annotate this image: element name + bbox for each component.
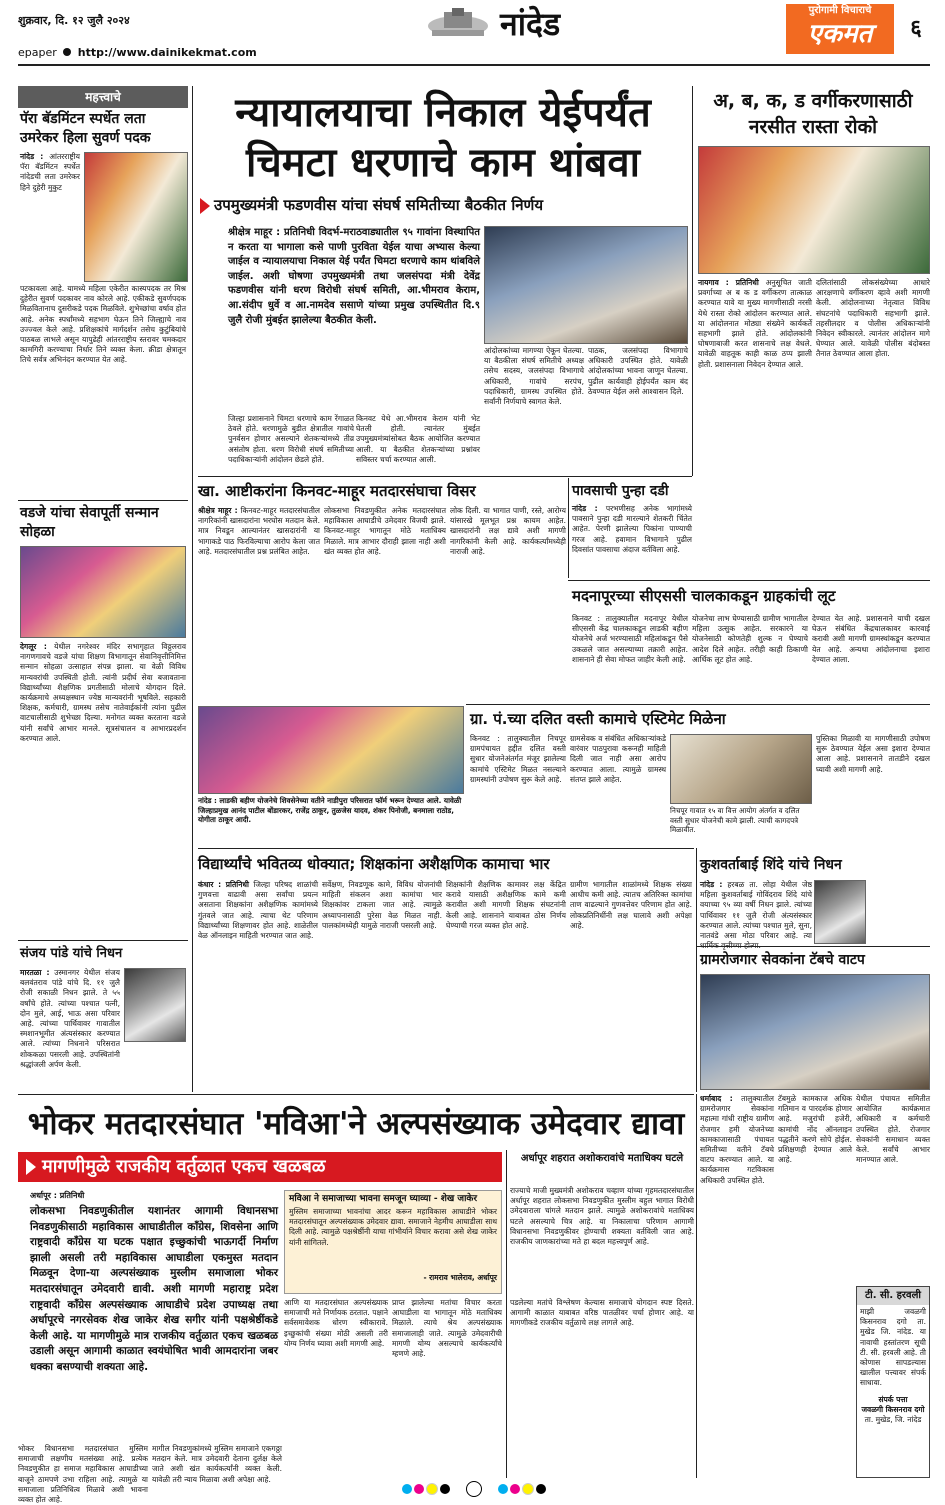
website-link[interactable]: http://www.dainikekmat.com — [77, 46, 257, 59]
lead-col2: किनवट येथे आ.भीमराव केराम यांनी भेट घेतली होती. त्यानंतर मुंबईत उपमुख्यमंत्र्यांसोबत बैठक आयोजित करण्यात आली. या बैठकीत शेतकऱ्यांच्या प्रश्नांवर सविस्तर चर्चा करण्यात आली. — [356, 414, 480, 464]
bhokar-headline: भोकर मतदारसंघात 'मविआ'ने अल्पसंख्याक उमेदवार द्यावा — [27, 1106, 685, 1142]
ardhapur-body: राज्याचे माजी मुख्यमंत्री अशोकराव चव्हाण यांच्या गृहमतदारसंघातील अर्धापूर शहरात लोकसभा निवडणुकीत मुस्लीम बहुल भागात विरोधी उमेदवाराला चांगले मतदान झाले. त्यामुळे अशोकरावांचे मताधिक्य घटले असल्याचे चित्र आहे. या निकालाचा परिणाम आगामी विधानसभा निवडणुकीवर होण्याची शक्यता वर्तविली जात आहे. राजकीय जाणकारांच्या मते हा बदल महत्त्वपूर्ण आहे. — [510, 1186, 694, 1247]
kushavarta-body-left — [700, 880, 812, 944]
tab-headline: ग्रामरोजगार सेवकांना टॅबचे वाटप — [700, 952, 865, 968]
page-number: ६ — [910, 16, 922, 41]
story-vadje-body — [20, 642, 186, 938]
csc-col3: देण्यात येत आहे. प्रशासनाने याची दखल घेऊन संबंधित केंद्रचालकावर कारवाई करावी अशी मागणी ग्रामस्थांकडून करण्यात येत आहे. अन्यथा आंदोलनाचा इशारा देण्यात आला. — [812, 614, 930, 664]
edition-emblem-icon — [422, 6, 494, 42]
dalit-col3: पुस्तिका मिळावी या मागणीसाठी उपोषण सुरू ठेवण्यात येईल असा इशारा देण्यात आला आहे. प्रशासनाने तातडीने दखल घ्यावी अशी मागणी आहे. — [816, 734, 930, 774]
divider — [18, 500, 188, 501]
masthead-rule — [18, 64, 930, 66]
story-badminton-side-text: आंतरराष्ट्रीय पॅरा बॅडमिंटन स्पर्धेत नांदेडची लता उमरेकर हिने दुहेरी मुकुट — [20, 152, 80, 192]
roko-body-left — [698, 278, 812, 628]
registration-circle-icon — [498, 1484, 508, 1494]
education-col3: शिक्षकांनी शैक्षणिक कामावर लक्ष केंद्रित करावे यासाठी अशैक्षणिक कामे कमी करावीत अशी मागणी शिक्षक संघटनांनी केली आहे. शासनाने याबाबत ठोस निर्णय घेण्याची गरज व्यक्त होत आहे. — [446, 880, 566, 930]
section-rule — [18, 1094, 694, 1095]
bhokar-box-headline: मविआ ने समाजाच्या भावना समजून घ्याव्या - शेख जाकेर — [289, 1194, 478, 1204]
education-col1-text: जिल्हा परिषद शाळांची गुणवत्ता वाढावी असा सर्वांचा प्रयत्न असताना शिक्षकांना अशैक्षणिक कामांमध्ये गुंतवले जात आहे. त्याचा थेट परिणाम विद्यार्थ्यांच्या शिक्षणावर होत आहे. शाळेतील वेळ ऑनलाइन माहिती भरण्यात जात आहे. — [198, 880, 319, 941]
dalit-col1: किनवट : तालुक्यातील निचपूर ग्रामपंचायत हद्दीत दलित वस्ती सुधार योजनेअंतर्गत मंजूर झालेल्या कामांचे एस्टिमेट मिळत नसल्याने ग्रामस्थांनी उपोषण सुरू केले आहे. — [470, 734, 566, 784]
roko-text-left: अनुसूचित जाती प्रवर्गाच्या अ ब क ड वर्गीकरण तात्काळ करण्यात यावे या मुख्य मागणीसाठी नरसी येथे रास्ता रोको आंदोलन करण्यात आले. या आंदोलनात मोठ्या संख्येने कार्यकर्ते सहभागी झाले होते. आंदोलकांनी घोषणाबाजी करत शासनाचे लक्ष वेधले. यावेळी वाहतूक काही काळ ठप्प झाली होती. प्रशासनाला निवेदन देण्यात आले. — [698, 278, 812, 369]
epaper-label: epaper — [18, 46, 57, 59]
kinwat-col2: लोकसभा निवडणुकीत अनेक मतदारसंघात महाविकास आघाडीचे उमेदवार विजयी झाले. किनवट-माहूर भागातून मोठे मताधिक्य मिळाले. मात्र आभार दौराही झाला नाही अशी खंत व्यक्त होत आहे. — [324, 506, 446, 556]
roko-photo — [698, 146, 930, 274]
tab-photo — [700, 974, 930, 1090]
bhokar-col3: आणि या मतदारसंघात अल्पसंख्याक समाजाची मते निर्णायक ठरतात. पक्षाने सर्वसमावेशक धोरण स्वीकारावे. इच्छुकांची संख्या मोठी असली तरी योग्य निर्णय घ्यावा अशी मागणी आहे. — [284, 1298, 388, 1348]
education-col4: ग्रामीण भागातील शाळांमध्ये शिक्षक संख्या आधीच कमी आहे. त्यातच अतिरिक्त कामांचा ताण वाढल्याने गुणवत्तेवर परिणाम होत आहे. लोकप्रतिनिधींनी लक्ष घालावे अशी अपेक्षा आहे. — [570, 880, 692, 930]
education-col1 — [198, 880, 318, 1092]
section-rule — [198, 848, 694, 849]
lead-col4: पाठक, जलसंपदा विभागाचे अधिकारी उपस्थित होते. यावेळी आंदोलकांच्या भावना जाणून घेतल्या. पुढील कार्यवाही होईपर्यंत काम बंद ठेवण्यात येईल असे आश्वासन दिले. — [588, 346, 688, 396]
lead-subhead-text: उपमुख्यमंत्री फडणवीस यांचा संघर्ष समितीच्या बैठकीत निर्णय — [214, 196, 544, 214]
story-pande-headline: संजय पांडे यांचे निधन — [20, 946, 123, 961]
harvali-body: माझी जवळगी किसनराव दगो ता. मुखेड जि. नांदेड. या नावाची हस्तांतरण सूची टी. सी. हरवली आहे. ती कोणास सापडल्यास खालील पत्त्यावर संपर्क साधावा. — [860, 1307, 926, 1388]
lead-headline-2: चिमटा धरणाचे काम थांबवा — [246, 140, 640, 186]
rain-dateline: नांदेड : — [572, 504, 598, 513]
story-pande-text: उस्मानगर येथील संजय बलवंतराव पांडे यांचे दि. ११ जुलै रोजी सकाळी निधन झाले. ते ५५ वर्षांचे होते. त्यांच्या पश्चात पत्नी, दोन मुले, आई, भाऊ असा परिवार आहे. त्यांच्या पार्थिवावर गावातील स्मशानभूमीत अंत्यसंस्कार करण्यात आले. त्यांच्या निधनाने परिसरात शोककळा पसरली आहे. उपस्थितांनी श्रद्धांजली अर्पण केली. — [20, 968, 120, 1069]
csc-col1: किनवट : तालुक्यातील मदनापूर येथील सीएससी केंद्र चालकाकडून लाडकी बहीण योजनेचे अर्ज भरण्यासाठी महिलांकडून पैसे उकळले जात असल्याच्या तक्रारी आहेत. शासनाने ही सेवा मोफत जाहीर केली आहे. — [572, 614, 688, 664]
kushavarta-dateline: नांदेड : — [700, 880, 723, 889]
registration-circle-icon — [414, 1484, 424, 1494]
story-vadje-text: येथील नगरेश्वर मंदिर सभागृहात विठ्ठलराव नागणगावचे वडजे यांचा शिक्षण विभागातून सेवानिवृत्तीनिमित्त सन्मान सोहळा उत्साहात संपन्न झाला. या वेळी विविध मान्यवरांची उपस्थिती होती. त्यांनी प्रदीर्घ सेवा बजावताना विद्यार्थ्यांच्या शैक्षणिक प्रगतीसाठी मोलाचे योगदान दिले. कार्यक्रमाचे अध्यक्षस्थान ज्येष्ठ मान्यवरांनी भूषविले. सहकारी शिक्षक, कर्मचारी, ग्रामस्थ तसेच नातेवाईकांनी त्यांना पुढील वाटचालीसाठी शुभेच्छा दिल्या. मनोगत व्यक्त करताना वडजे यांनी सर्वांचे आभार मानले. सूत्रसंचालन व आभारप्रदर्शन करण्यात आले. — [20, 642, 187, 743]
lead-meeting-photo — [484, 226, 688, 344]
column-rule — [192, 86, 193, 1092]
kinwat-col1-text: किनवट-माहूर मतदारसंघातील नागरिकांनी खासदारांना भरघोस मतदान केले. मात्र निवडून आल्यानंतर खासदारांनी या भागाकडे पाठ फिरविल्याचा आरोप केला जात आहे. मतदारसंघातील प्रश्न प्रलंबित आहेत. — [198, 506, 320, 556]
education-col2: सर्वेक्षण, निवडणूक कामे, विविध योजनांची माहिती संकलन अशा कामांचा भार शिक्षकांवर टाकला जात आहे. त्यामुळे अध्यापनासाठी पुरेसा वेळ मिळत नाही. पालकांमध्येही यामुळे नाराजी पसरली आहे. — [322, 880, 442, 930]
section-rule — [466, 704, 930, 705]
story-badminton-dateline: नांदेड : — [20, 152, 44, 161]
roko-body-right: दलितांसाठी लोकसंख्येच्या आधारे आरक्षणाचे वर्गीकरण व्हावे अशी मागणी केली. आंदोलनाच्या नेतृत्वात विविध संघटनांचे पदाधिकारी सहभागी झाले. तहसीलदार व पोलीस अधिकाऱ्यांनी निवेदन स्वीकारले. त्यानंतर आंदोलन मागे घेण्यात आले. यावेळी पोलीस बंदोबस्त तैनात ठेवण्यात आला होता. — [816, 278, 930, 359]
section-rule — [696, 946, 930, 947]
bhokar-subhead — [18, 1152, 502, 1182]
bhokar-col2: मागील निवडणुकांमध्ये मुस्लिम समाजाने एकगठ्ठा मतदान केले. मात्र उमेदवारी देताना दुर्लक्ष केले जाते अशी खंत कार्यकर्त्यांनी व्यक्त केली. यावेळी तरी न्याय मिळावा अशी अपेक्षा आहे. — [152, 1444, 282, 1484]
harvali-box — [856, 1286, 930, 1478]
epaper-bar — [18, 46, 278, 62]
column-rule — [696, 1094, 697, 1478]
bhokar-box-byline: - रामराव भालेराव, अर्धापूर — [423, 1273, 497, 1282]
brand-tagline: पुरोगामी विचाराचे — [808, 5, 872, 16]
dalit-caption: निचपूर गावात १५ वा वित्त आयोग अंतर्गत व दलित वस्ती सुधार योजनेची कामे झाली. त्याची कागदपत्रे मिळावीत. — [670, 806, 800, 834]
roko-headline-1: अ, ब, क, ड वर्गीकरणासाठी — [713, 90, 913, 112]
registration-marks — [18, 1482, 930, 1496]
lead-col3: आंदोलकांच्या मागण्या ऐकून घेतल्या. या बैठकीला संघर्ष समितीचे अध्यक्ष तसेच सदस्य, जलसंपदा विभागाचे अधिकारी, गावांचे सरपंच, पदाधिकारी, ग्रामस्थ उपस्थित होते. सर्वांनी निर्णयाचे स्वागत केले. — [484, 346, 584, 407]
story-pande-body — [20, 968, 120, 1088]
kushavarta-body-right — [870, 880, 930, 944]
registration-circle-icon — [402, 1484, 412, 1494]
pande-photo — [124, 968, 186, 1042]
harvali-contact-address: ता. मुखेड, जि. नांदेड — [864, 1415, 922, 1424]
badminton-photo — [84, 152, 188, 282]
kinwat-dateline: श्रीक्षेत्र माहूर : — [198, 506, 238, 515]
kinwat-col1 — [198, 506, 320, 704]
education-dateline: कंधार : प्रतिनिधी — [198, 880, 249, 889]
divider — [18, 940, 188, 941]
registration-circle-icon — [426, 1483, 438, 1495]
registration-cross-icon — [466, 1481, 482, 1497]
lead-headline-1: न्यायालयाचा निकाल येईपर्यंत — [235, 90, 651, 136]
bhokar-col5: पडलेल्या मतांचे विश्लेषण केल्यास समाजाचे योगदान स्पष्ट दिसते. आगामी काळात याबाबत वरिष्ठ पातळीवर चर्चा होणार आहे. या मागणीकडे राजकीय वर्तुळाचे लक्ष लागले आहे. — [510, 1298, 694, 1328]
link-icon — [63, 48, 71, 56]
education-headline: विद्यार्थ्यांचे भवितव्य धोक्यात; शिक्षकांना अशैक्षणिक कामाचा भार — [198, 855, 550, 873]
tab-col3: येथील पंचायत समितीत आयोजित कार्यक्रमात अधिकारी व कर्मचारी उपस्थित होते. रोजगार सेवकांनी समाधान व्यक्त केले. सर्वांचे आभार मानण्यात आले. — [856, 1094, 930, 1165]
dalit-headline: ग्रा. पं.च्या दलित वस्ती कामाचे एस्टिमेट मिळेना — [470, 710, 726, 728]
dalit-col2: ग्रामसेवक व संबंधित अधिकाऱ्यांकडे वारंवार पाठपुरावा करूनही माहिती दिली जात नाही असा आरोप करण्यात आला. त्यामुळे ग्रामस्थ संतप्त झाले आहेत. — [570, 734, 666, 784]
roko-dateline: नायगाव : प्रतिनिधी — [698, 278, 759, 287]
left-column — [18, 86, 188, 1092]
bhokar-dateline: अर्धापूर : प्रतिनिधी — [30, 1191, 85, 1200]
rain-text: परभणीसह अनेक भागांमध्ये पावसाने पुन्हा दडी मारल्याने शेतकरी चिंतेत आहेत. पेरणी झालेल्या पिकांना पाण्याची गरज आहे. हवामान विभागाने पुढील दिवसांत पावसाचा अंदाज वर्तविला आहे. — [572, 504, 692, 554]
dalit-photo — [670, 734, 812, 804]
story-badminton-side — [20, 152, 80, 282]
harvali-label: टी. सी. हरवली — [857, 1287, 929, 1305]
tab-dateline: धर्माबाद : — [700, 1094, 733, 1103]
ladki-bahin-photo — [198, 706, 464, 794]
lead-subhead — [200, 192, 688, 218]
vadje-photo — [20, 546, 186, 638]
column-rule — [568, 478, 569, 578]
kinwat-headline: खा. आष्टीकरांना किनवट-माहूर मतदारसंघाचा विसर — [198, 482, 476, 500]
csc-col2: योजनेचा लाभ घेण्यासाठी ग्रामीण भागातील महिला उत्सुक आहेत. सरकारने या योजनेसाठी कोणतेही शुल्क न घेण्याचे आदेश दिले आहेत. तरीही काही ठिकाणी आर्थिक लूट होत आहे. — [692, 614, 808, 664]
harvali-contact-label: संपर्क पत्ता — [878, 1395, 908, 1404]
rain-body — [572, 504, 692, 576]
issue-date: शुक्रवार, दि. १२ जुलै २०२४ — [18, 14, 130, 27]
kushavarta-photo — [814, 880, 866, 944]
tab-col2: टॅबमुळे कामकाज अधिक गतिमान व पारदर्शक होणार आहे. मजुरांची हजेरी, कामांची नोंद ऑनलाइन पद्धतीने करणे सोपे होईल. प्रशिक्षणही देण्यात आले आहे. — [778, 1094, 852, 1165]
tab-col1 — [700, 1094, 774, 1338]
bhokar-col4: प्राप्त झालेल्या मतांचा विचार करता आघाडीला या भागातून मोठे मताधिक्य मिळाले. त्याचे श्रेय अल्पसंख्याक समाजालाही जाते. त्यामुळे उमेदवारीची मागणी योग्य असल्याचे कार्यकर्त्यांचे म्हणणे आहे. — [392, 1298, 502, 1359]
registration-circle-icon — [440, 1484, 450, 1494]
story-vadje-headline: वडजे यांचा सेवापूर्ती सन्मान सोहळा — [20, 505, 159, 540]
column-rule — [696, 848, 697, 1092]
tab-col1-text: तालुक्यातील ग्रामरोजगार सेवकांना महात्मा गांधी राष्ट्रीय ग्रामीण रोजगार हमी योजनेच्या कामकाजासाठी पंचायत समितीच्या वतीने टॅबचे वाटप करण्यात आले. या कार्यक्रमास गटविकास अधिकारी उपस्थित होते. — [700, 1094, 775, 1185]
bhokar-quote-box — [284, 1190, 502, 1294]
story-badminton-body: पटकावला आहे. यामध्ये महिला एकेरीत कास्यपदक तर मिश्र दुहेरीत सुवर्ण पदकावर नाव कोरले आहे. एकीकडे सुवर्णपदक मिळवितानाच दुसरीकडे पदक मिळविले. शुभेच्छांचा वर्षाव होत आहे. अनेक स्पर्धांमध्ये सहभाग घेऊन तिने जिल्ह्याचे नाव उज्ज्वल केले आहे. प्रशिक्षकांचे मार्गदर्शन तसेच कुटुंबियांचे पाठबळ लाभले असून यापुढेही आंतरराष्ट्रीय स्तरावर चमकदार कामगिरी करण्याचा निर्धार तिने व्यक्त केला. क्रीडा क्षेत्रातून तिचे सर्वत्र अभिनंदन करण्यात येत आहे. — [20, 284, 186, 365]
story-pande-dateline: मारतळा : — [20, 968, 50, 977]
column-rule — [506, 1150, 507, 1478]
bhokar-box-body: मुस्लिम समाजाच्या भावनांचा आदर करून महाविकास आघाडीने भोकर मतदारसंघातून अल्पसंख्याक उमेदवार द्यावा. समाजाने नेहमीच आघाडीला साथ दिली आहे. त्यामुळे पक्षश्रेष्ठींनी याचा गांभीर्याने विचार करावा असे शेख जाकेर यांनी सांगितले. — [289, 1207, 497, 1247]
section-rule — [568, 580, 930, 581]
lead-intro: श्रीक्षेत्र माहूर : प्रतिनिधी विदर्भ-मराठवाड्यातील ९५ गावांना विस्थापित न करता या भागाला कसे पाणी पुरविता येईल याचा अभ्यास केल्या जाईल व न्यायालयाचा निकाल येई पर्यंत चिमटा धरणाचे काम थांबविले जाईल. अशी घोषणा उपमुख्यमंत्री तथा जलसंपदा मंत्री देवेंद्र फडणवीस यांनी धरण विरोधी संघर्ष समिती, आ.भीमराव केराम, आ.संदीप धुर्वे व आ.नामदेव ससाणे यांच्या प्रमुख उपस्थितीत दि.९ जुलै रोजी मुंबईत झालेल्या बैठकीत केली. — [228, 227, 480, 326]
harvali-contact-name: जवळगी किसनराव दगो — [861, 1405, 925, 1414]
bhokar-lead-text: लोकसभा निवडणुकीतील यशानंतर आगामी विधानसभा निवडणुकीसाठी महाविकास आघाडीतील काँग्रेस, शिवसेना आणि राष्ट्रवादी काँग्रेस या घटक पक्षात इच्छुकांची भाऊगर्दी निर्माण झाली असली तरी महाविकास आघाडीला एकमुस्त मतदान मिळवून देणा-या अल्पसंख्याक मुस्लीम समाजाला भोकर मतदारसंघातून उमेदवारी द्यावी. अशी मागणी महाराष्ट्र प्रदेश राष्ट्रवादी काँग्रेस अल्पसंख्याक आघाडीचे प्रदेश उपाध्यक्ष तथा अर्धापूरचे नगरसेवक शेख जाकेर शेख सगीर यांनी पक्षश्रेष्ठींकडे केली आहे. या मागणीमुळे मात्र राजकीय वर्तुळात एकच खळबळ उडाली असून आगामी काळात स्वयंघोषित भावी आमदारांना जबर धक्का बसण्याची शक्यता आहे. — [30, 1205, 278, 1373]
kinwat-col3: लोक दिली. या भागात पाणी, रस्ते, आरोग्य यांसारखे मूलभूत प्रश्न कायम आहेत. खासदारांनी लक्ष द्यावे अशी मागणी नागरिकांनी केली आहे. कार्यकर्त्यांमध्येही नाराजी आहे. — [450, 506, 566, 556]
section-rule — [198, 476, 692, 477]
csc-headline: मदनापूरच्या सीएससी चालकाकडून ग्राहकांची लूट — [572, 587, 836, 605]
registration-circle-icon — [536, 1484, 546, 1494]
registration-circle-icon — [510, 1484, 520, 1494]
red-arrow-icon — [200, 198, 210, 214]
lead-col1: जिल्हा प्रशासनाने चिमटा धरणाचे काम रेंगाळत ठेवले होते. धरणामुळे बुडीत क्षेत्रातील गावांचे पुनर्वसन होणार असल्याने शेतकऱ्यांमध्ये तीव्र असंतोष होता. धरण विरोधी संघर्ष समितीच्या पदाधिकाऱ्यांनी आंदोलन छेडले होते. — [228, 414, 354, 464]
bhokar-col1: भोकर विधानसभा मतदारसंघात मुस्लिम समाजाची लक्षणीय मतसंख्या आहे. प्रत्येक निवडणुकीत हा समाज महाविकास आघाडीच्या बाजूने ठामपणे उभा राहिला आहे. त्यामुळे या समाजाला प्रतिनिधित्व मिळावे अशी भावना व्यक्त होत आहे. — [18, 1444, 148, 1505]
ladki-bahin-caption: नांदेड : लाडकी बहीण योजनेचे शिवसेनेच्या वतीने नाडीपुरा परिसरात फॉर्म भरून देण्यात आले. यावेळी जिल्हाप्रमुख आनंद पाटील बोंडारकर, राजेंद्र ठाकूर, तुळजेस यादव, शंकर पिनोजी, बनमाला राठोड, योगीता ठाकूर आदी. — [198, 796, 462, 824]
story-vadje-dateline: देगलूर : — [20, 642, 47, 651]
brand-name: एकमत — [807, 19, 873, 49]
edition-name: नांदेड — [500, 5, 561, 43]
kushavarta-text: हरबळ ता. लोहा येथील जेष्ठ महिला कुशवर्ताबाई गोविंदराव शिंदे यांचे वयाच्या ९५ व्या वर्षी निधन झाले. त्यांच्या पार्थिवावर ११ जुलै रोजी अंत्यसंस्कार करण्यात आले. त्यांच्या पश्चात मुले, सुना, नातवंडे असा मोठा परिवार आहे. त्या — [700, 880, 812, 941]
roko-headline-2: नरसीत रास्ता रोको — [748, 116, 878, 138]
masthead — [0, 0, 945, 84]
registration-circle-icon — [522, 1483, 534, 1495]
brand-logo — [786, 4, 894, 54]
lead-col3-cont — [484, 414, 688, 476]
story-badminton-headline: पॅरा बॅडमिंटन स्पर्धेत लता उमरेकर हिला सुवर्ण पदक — [20, 111, 151, 146]
column-rule — [692, 86, 693, 476]
rain-headline: पावसाची पुन्हा दडी — [572, 483, 669, 499]
kushavarta-headline: कुशवर्ताबाई शिंदे यांचे निधन — [700, 857, 842, 873]
section-label: महत्त्वाचे — [18, 86, 188, 108]
arrow-icon — [26, 1159, 36, 1175]
ardhapur-headline: अर्धापूर शहरात अशोकरावांचे मताधिक्य घटले — [520, 1153, 684, 1164]
bhokar-subhead-text: मागणीमुळे राजकीय वर्तुळात एकच खळबळ — [42, 1156, 326, 1177]
